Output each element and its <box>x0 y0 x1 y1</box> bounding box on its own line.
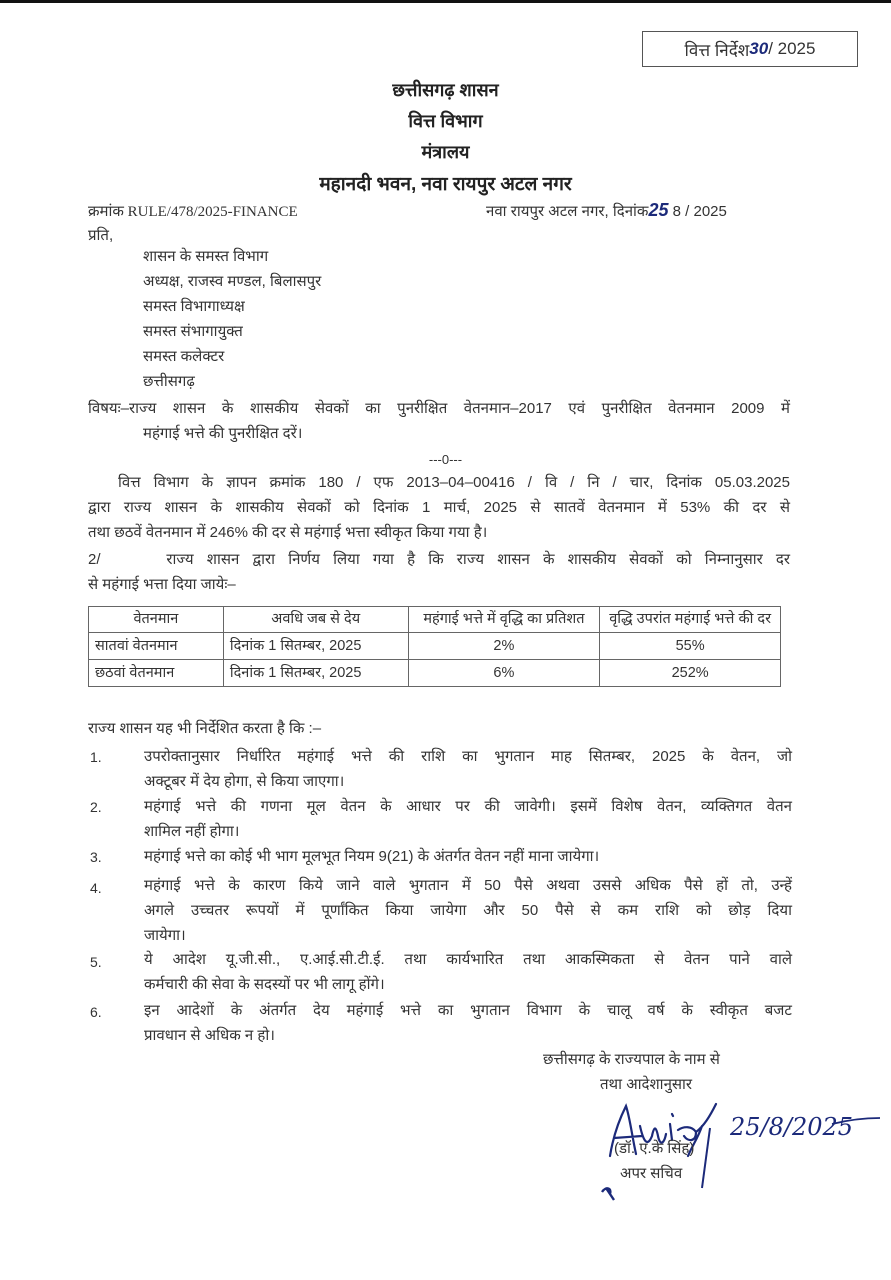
reference-prefix: वित्त निर्देश <box>684 40 750 60</box>
direction-number: 6. <box>90 1004 102 1020</box>
direction-line: इन आदेशों के अंतर्गत देय महंगाई भत्ते का भुगतान विभाग के चालू वर्ष के स्वीकृत बजट <box>144 1002 792 1019</box>
direction-item <box>144 947 792 997</box>
paragraph-line: द्वारा राज्य शासन के शासकीय सेवकों को दिनांक 1 मार्च, 2025 से सातवें वेतनमान में 53% की दर से <box>88 499 790 516</box>
header-revised-rate: वृद्धि उपरांत महंगाई भत्ते की दर <box>600 607 781 633</box>
top-edge-bar <box>0 0 891 3</box>
direction-number: 5. <box>90 954 102 970</box>
separator: ---0--- <box>428 452 463 467</box>
recipient-item: समस्त कलेक्टर <box>143 348 225 365</box>
recipient-item: समस्त विभागाध्यक्ष <box>143 298 245 315</box>
direction-line: महंगाई भत्ते के कारण किये जाने वाले भुगतान में 50 पैसे अथवा उससे अधिक पैसे हों तो, उन्हें <box>144 877 792 894</box>
letterhead-ministry: मंत्रालय <box>421 142 470 162</box>
paragraph-previous-order <box>88 470 790 545</box>
cell-pay-scale: छठवां वेतनमान <box>89 660 224 687</box>
cell-increase: 2% <box>408 633 600 660</box>
letterhead-government: छत्तीसगढ़ शासन <box>392 80 499 100</box>
paragraph-line: वित्त विभाग के ज्ञापन क्रमांक 180 / एफ 2013–04–00416 / वि / नि / चार, दिनांक 05.03.2025 <box>118 474 790 491</box>
table-row <box>89 660 781 687</box>
cell-revised-rate: 55% <box>600 633 781 660</box>
letterhead-department: वित्त विभाग <box>408 111 483 131</box>
subject-line: महंगाई भत्ते की पुनरीक्षित दरें। <box>143 425 303 442</box>
direction-line: कर्मचारी की सेवा के सदस्यों पर भी लागू होंगे। <box>144 976 385 993</box>
recipient-item: समस्त संभागायुक्त <box>143 323 243 340</box>
directions-intro: राज्य शासन यह भी निर्देशित करता है कि :– <box>88 720 322 737</box>
header-effective-from: अवधि जब से देय <box>223 607 408 633</box>
cell-effective-from: दिनांक 1 सितम्बर, 2025 <box>223 633 408 660</box>
direction-number: 1. <box>90 749 102 765</box>
paragraph-line: से महंगाई भत्ता दिया जायेः– <box>88 576 236 593</box>
direction-item <box>144 794 792 844</box>
reference-suffix: / 2025 <box>768 39 816 58</box>
signature-authority-line: छत्तीसगढ़ के राज्यपाल के नाम से <box>543 1051 720 1068</box>
handwritten-day: 25 <box>648 200 669 220</box>
order-number: क्रमांक RULE/478/2025-FINANCE <box>88 204 298 220</box>
direction-line: अक्टूबर में देय होगा, से किया जाएगा। <box>144 773 345 790</box>
recipients-label: प्रति, <box>88 227 114 244</box>
letterhead-address: महानदी भवन, नवा रायपुर अटल नगर <box>319 174 572 195</box>
direction-item <box>144 998 792 1048</box>
direction-number: 3. <box>90 849 102 865</box>
paragraph-line: 2/ राज्य शासन द्वारा निर्णय लिया गया है कि राज्य शासन के शासकीय सेवकों को निम्नानुसार दर <box>88 551 790 568</box>
direction-line: महंगाई भत्ते का कोई भी भाग मूलभूत नियम 9(21) के अंतर्गत वेतन नहीं माना जायेगा। <box>144 848 600 865</box>
direction-item <box>144 873 792 948</box>
direction-line: जायेगा। <box>144 927 186 944</box>
direction-line: ये आदेश यू.जी.सी., ए.आई.सी.टी.ई. तथा कार्यभारित तथा आकस्मिकता से वेतन पाने वाले <box>144 951 792 968</box>
table-header-row <box>89 607 781 633</box>
direction-line: महंगाई भत्ते की गणना मूल वेतन के आधार पर की जावेगी। इसमें विशेष वेतन, व्यक्तिगत वेतन <box>144 798 792 815</box>
direction-item <box>144 744 792 794</box>
direction-line: उपरोक्तानुसार निर्धारित महंगाई भत्ते की राशि का भुगतान माह सितम्बर, 2025 के वेतन, जो <box>144 748 792 765</box>
signatory-name: (डॉ. ए.के सिंह) <box>614 1140 695 1157</box>
direction-item <box>144 844 792 869</box>
subject-line: विषयः–राज्य शासन के शासकीय सेवकों का पुनरीक्षित वेतनमान–2017 एवं पुनरीक्षित वेतनमान 2009 में <box>88 400 790 417</box>
order-place-date <box>486 200 727 221</box>
cell-revised-rate: 252% <box>600 660 781 687</box>
handwritten-reference-number: 30 <box>749 39 769 58</box>
header-increase-percent: महंगाई भत्ते में वृद्धि का प्रतिशत <box>408 607 600 633</box>
header-pay-scale: वेतनमान <box>89 607 224 633</box>
signatory-designation: अपर सचिव <box>620 1165 683 1182</box>
direction-line: शामिल नहीं होगा। <box>144 823 240 840</box>
cell-increase: 6% <box>408 660 600 687</box>
dearness-allowance-table <box>88 606 781 687</box>
place-date-prefix: नवा रायपुर अटल नगर, दिनांक <box>486 203 649 220</box>
paragraph-decision <box>88 547 790 597</box>
subject <box>88 396 790 446</box>
paragraph-line: तथा छठवें वेतनमान में 246% की दर से महंगाई भत्ता स्वीकृत किया गया है। <box>88 524 488 541</box>
cell-effective-from: दिनांक 1 सितम्बर, 2025 <box>223 660 408 687</box>
handwritten-signature-date: 25/8/2025 <box>730 1113 854 1141</box>
date-suffix: 8 / 2025 <box>672 203 727 220</box>
direction-number: 2. <box>90 799 102 815</box>
table-row <box>89 633 781 660</box>
cell-pay-scale: सातवां वेतनमान <box>89 633 224 660</box>
reference-number-box <box>642 31 858 67</box>
recipient-item: शासन के समस्त विभाग <box>143 248 269 265</box>
direction-line: प्रावधान से अधिक न हो। <box>144 1027 275 1044</box>
direction-line: अगले उच्चतर रूपयों में पूर्णांकित किया जायेगा और 50 पैसे से कम राशि को छोड़ दिया <box>144 902 792 919</box>
recipient-item: अध्यक्ष, राजस्व मण्डल, बिलासपुर <box>143 273 322 290</box>
recipient-item: छत्तीसगढ़ <box>143 373 195 390</box>
direction-number: 4. <box>90 880 102 896</box>
signature-order-line: तथा आदेशानुसार <box>600 1076 693 1093</box>
